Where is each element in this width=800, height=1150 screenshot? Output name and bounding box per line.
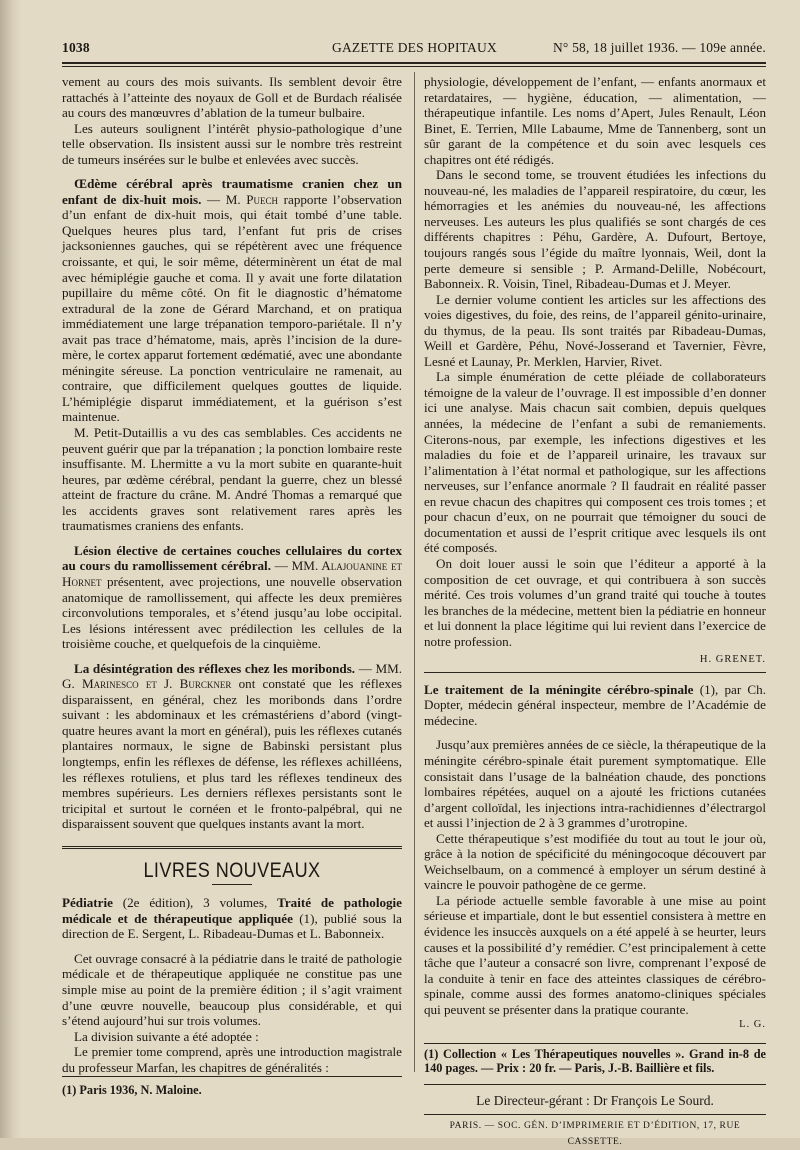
footnote: (1) Collection « Les Thérapeutiques nouvelles ». Grand in-8 de 140 pages. — Prix : 20 fr. — Paris, J.-B. Baillière et fils.: [424, 1046, 766, 1076]
header-rule-thin: [62, 66, 766, 67]
article-text: présentent, avec projections, une nouvelle observation anatomique de ramollissement, qui affecte les deux premières circonvolutions temporales, et s’étend jusqu’au lobe occipital. Les lésions intéressent avec prédilection les cellules de la troisième couche, et quelquefois de la cinquième.: [62, 573, 402, 652]
header-rule: [62, 62, 766, 64]
signature: H. GRENET.: [699, 654, 766, 666]
left-footnote-block: [62, 1076, 402, 1098]
column-separator: [414, 72, 415, 1072]
section-rule: [424, 672, 766, 673]
director-rule: [424, 1084, 766, 1085]
heading-underline: [212, 884, 252, 885]
paragraph: Le premier tome comprend, après une introduction magistrale du professeur Marfan, les chapitres de généralités :: [62, 1044, 402, 1075]
paragraph: Cette thérapeutique s’est modifiée du tout au tout le jour où, grâce à la notion de spécificité du méningocoque découvert par Weichselbaum, on a commencé à employer un sérum destiné à vaincre le pouvoir pathogène de ce germe.: [424, 830, 766, 893]
book-entry: [62, 895, 402, 942]
paragraph: Les auteurs soulignent l’intérêt physio-pathologique d’une telle observation. Ils insistent aussi sur le nombre très restreint de tumeurs insérées sur le bulbe et enlevées avec succès.: [62, 120, 402, 167]
page-binding-shadow: [0, 0, 22, 1138]
paragraph: Cet ouvrage consacré à la pédiatrie dans le traité de pathologie médicale et de thérapeutique appliquée ne constitue pas une simple mise au point de la première édition ; il s’agit vraiment d’une œuvre nouvelle, beaucoup plus considérable, et qui s’étend aujourd’hui sur trois volumes.: [62, 950, 402, 1029]
book-entry: [424, 682, 766, 729]
printer-line: PARIS. — SOC. GÉN. D’IMPRIMERIE ET D’ÉDITION, 17, RUE CASSETTE.: [449, 1121, 741, 1147]
paragraph: Dans le second tome, se trouvent étudiées les infections du nouveau-né, les maladies de l’appareil respiratoire, du cœur, les hémorragies et les anémies du nouveau-né, les affections nerveuses. Les auteurs les plus qualifiés se sont chargés de ces différents chapitres : Péhu, Gardère, A. Dufourt, Bertoye, toujours rangés sous l’égide du maître lyonnais, Weil, dont la perte demeure si sensible ; P. Armand-Delille, Nobécourt, Babonneix. R. Voisin, Tinel, Ribadeau-Dumas et J. Meyer.: [424, 167, 766, 292]
article-title: Œdème cérébral après traumatisme cranien chez un enfant de dix-huit mois.: [62, 176, 402, 207]
article-text: rapporte l’observation d’un enfant de dix-huit mois, qui était tombé d’une table. Quelques heures plus tard, l’enfant fut pris de crises jacksoniennes gauches, qui se répétèrent avec une fréquence croissante, et qui, le soir même, déterminèrent un état de mal avec hémiplégie gauche et coma. Il y avait une forte dilatation pupillaire du même côté. On fit le diagnostic d’hématome extradural de la zone de Gérard Marchand, et on pratiqua immédiatement une large trépanation temporo-pariétale. Il n’y avait pas trace d’hématome, mais, après l’incision de la dure-mère, le cortex apparut fortement œdématié, avec une abondante méningite séreuse. La ponction ventriculaire ne ramenait, au contraire, que difficilement quelques gouttes de liquide. L’hémiplégie disparut immédiatement, et la guérison s’est maintenue.: [62, 191, 402, 425]
author: MM. Alajouanine et Hornet: [62, 558, 403, 589]
journal-title: GAZETTE DES HOPITAUX: [332, 40, 497, 55]
footnote: (1) Paris 1936, N. Maloine.: [62, 1083, 202, 1097]
paragraph: La division suivante a été adoptée :: [74, 1028, 259, 1044]
article-paragraph: Lésion élective de certaines couches cellulaires du cortex au cours du ramollissement cérébral. — MM. Alajouanine et Hornet présentent, avec projections, une nouvelle observation anatomique de ramollissement, qui affecte les deux premières circonvolutions temporales, et s’étend jusqu’au lobe occipital. Les lésions intéressent avec prédilection les cellules de la troisième couche, et quelquefois de la cinquième.: [62, 542, 403, 652]
book-title: Pédiatrie: [62, 895, 113, 911]
article-paragraph: La désintégration des réflexes chez les moribonds. — MM. G. Marinesco et J. Burckner ont constaté que les réflexes disparaissent, en général, chez les moribonds dans l’ordre suivant : les abdominaux et les crémastériens d’abord (vingt-quatre heures avant la mort en général), puis les réflexes cutanés plantaires normaux, le signe de Babinski persistant plus longtemps, enfin les réflexes de défense, les réflexes achilléens, les réflexes rotuliens, et plus tard les réflexes tendineux des membres supérieurs. Les derniers réflexes persistants sont le tricipital et surtout le cornéen et le fronto-palpébral, qui ne disparaissent souvent que quelques instants avant la mort.: [62, 660, 402, 832]
paragraph: physiologie, développement de l’enfant, — enfants anormaux et retardataires, — hygiène, éducation, — alimentation, — thérapeutique infantile. Les noms d’Apert, Jules Renault, Léon Binet, E. Terrien, Mlle Labaume, Mme de Tannenberg, sont un sûr garant de la compétence et du soin avec lesquels ces chapitres ont été rédigés.: [424, 74, 766, 167]
article-title: La désintégration des réflexes chez les moribonds.: [74, 660, 356, 676]
page-number: 1038: [62, 40, 90, 55]
paragraph: La simple énumération de cette pléiade de collaborateurs témoigne de la valeur de l’ouvrage. Il est impossible d’en donner ici une analyse. Mais chacun sait combien, depuis quelques années, la médecine de l’enfant a subi de remaniements. Citerons-nous, par exemple, les infections digestives et les maladies du foie et de l’appareil urinaire, les travaux sur l’alimentation à l’état normal et pathologique, sur les affections nerveuses, sur l’enfance anormale ? Il faudrait en réalité passer en revue chacun des chapitres qui composent ces trois tomes ; et pour chacun d’eux, on ne pourrait que témoigner du souci de documentation et aussi de l’esprit critique avec lesquels ils ont été composés.: [424, 369, 766, 556]
article-paragraph: Œdème cérébral après traumatisme cranien chez un enfant de dix-huit mois. — M. Puech rapporte l’observation d’un enfant de dix-huit mois, qui était tombé d’une table. Quelques heures plus tard, l’enfant fut pris de crises jacksoniennes gauches, qui se répétèrent avec une fréquence croissante, et qui, le soir même, déterminèrent un état de mal avec hémiplégie gauche et coma. Il y avait une forte dilatation pupillaire du même côté. On fit le diagnostic d’hématome extradural de la zone de Gérard Marchand, et on pratiqua immédiatement une large trépanation temporo-pariétale. Il n’y avait pas trace d’hématome, mais, après l’incision de la dure-mère, le cortex apparut fortement œdématié, avec une abondante méningite séreuse. La ponction ventriculaire ne ramenait, au contraire, que difficilement quelques gouttes de liquide. L’hémiplégie disparut immédiatement, et la guérison s’est maintenue.: [62, 176, 402, 425]
footnote-rule: [62, 1076, 402, 1077]
left-column: [62, 74, 402, 1075]
article-text: ont constaté que les réflexes disparaissent, en général, chez les moribonds dans l’ordre suivant : les abdominaux et les crémastériens d’abord (vingt-quatre heures avant la mort en général), puis les réflexes cutanés plantaires normaux, le signe de Babinski persistant plus longtemps, enfin les réflexes de défense, les réflexes achilléens, les réflexes rotuliens, et plus tard les réflexes tendineux des membres supérieurs. Les derniers réflexes persistants sont le tricipital et surtout le cornéen et le fronto-palpébral, qui ne disparaissent souvent que quelques instants avant la mort.: [62, 676, 402, 832]
paragraph: Le dernier volume contient les articles sur les affections des voies digestives, du foie, des reins, de l’appareil génito-urinaire, du thymus, de la peau. Ils sont traités par Ribadeau-Dumas, Weill et Gardère, Péhu, Nové-Josserand et Tavernier, Fèvre, Lesné et Launay, Pr. Merklen, Harvier, Rivet.: [424, 291, 766, 369]
author: MM. G. Marinesco et J. Burckner: [62, 660, 402, 692]
paragraph: On doit louer aussi le soin que l’éditeur a apporté à la composition de cet ouvrage, et qui contribuera à son succès mérité. Ces trois volumes d’un grand traité qui touche à toutes les branches de la médecine, mettent bien la pédiatrie en honneur et lui donnent la place légitime qui lui revient dans l’exercice de notre profession.: [424, 555, 766, 649]
issue-info: N° 58, 18 juillet 1936. — 109e année.: [552, 40, 766, 55]
article-title: Lésion élective de certaines couches cellulaires du cortex au cours du ramollissement cérébral.: [62, 542, 402, 574]
paragraph: Jusqu’aux premières années de ce siècle, la thérapeutique de la méningite cérébro-spinale était purement symptomatique. Elle consistait dans l’usage de la balnéation chaude, des ponctions lombaires répétées, auquel on a ajouté les frictions cutanées d’argent colloïdal, les injections intra-rachidiennes d’électrargol et aussi l’injection de 2 à 3 grammes d’urotropine.: [424, 737, 766, 831]
book-edition: (2e édition), 3 volumes,: [122, 895, 268, 911]
signature: L. G.: [739, 1019, 766, 1031]
right-column: [424, 74, 766, 1150]
paragraph: M. Petit-Dutaillis a vu des cas semblables. Ces accidents ne peuvent guérir que par la trépanation ; la ponction lombaire reste insuffisante. M. Lhermitte a vu la mort subite en quarante-huit heures, par œdème cérébral, pendant la guerre, chez un blessé atteint de fracture du crâne. M. André Thomas a remarqué que les accidents graves sont relativement rares après les traumatismes craniens des enfants.: [62, 425, 402, 534]
director-line: Le Directeur-gérant : Dr François Le Sourd.: [476, 1092, 714, 1108]
paragraph: vement au cours des mois suivants. Ils semblent devoir être rattachés à l’atteinte des noyaux de Goll et de Burdach réalisée au cours des manœuvres d’ablation de la tumeur bulbaire.: [62, 74, 402, 121]
book-title: Le traitement de la méningite cérébro-spinale: [424, 681, 694, 697]
book-details: (1), par Ch. Dopter, médecin général inspecteur, membre de l’Académie de médecine.: [424, 681, 766, 728]
book-details: (1), publié sous la direction de E. Sergent, L. Ribadeau-Dumas et L. Babonneix.: [62, 910, 402, 942]
printer-rule: [424, 1114, 766, 1115]
book-title-2: Traité de pathologie médicale et de thérapeutique appliquée: [62, 895, 402, 926]
page-header: [62, 40, 766, 62]
footnote-rule: [424, 1043, 766, 1044]
section-heading: LIVRES NOUVEAUX: [143, 858, 321, 882]
section-rule: [62, 846, 402, 849]
author: M. Puech: [225, 191, 279, 207]
paragraph: La période actuelle semble favorable à une mise au point sérieuse et impartiale, dont le but essentiel consistera à mettre en évidence les insuccès auxquels on a été appelé à se heurter, leurs causes et la possibilité d’y remédier. C’est principalement à cette tâche que l’auteur a consacré son livre, comprenant l’exposé de la conduite à tenir en face des atteintes classiques de cérébro-spinale, comme aussi des formes anatomo-cliniques spéciales qui peuvent se présenter dans la pratique courante.: [424, 892, 766, 1017]
